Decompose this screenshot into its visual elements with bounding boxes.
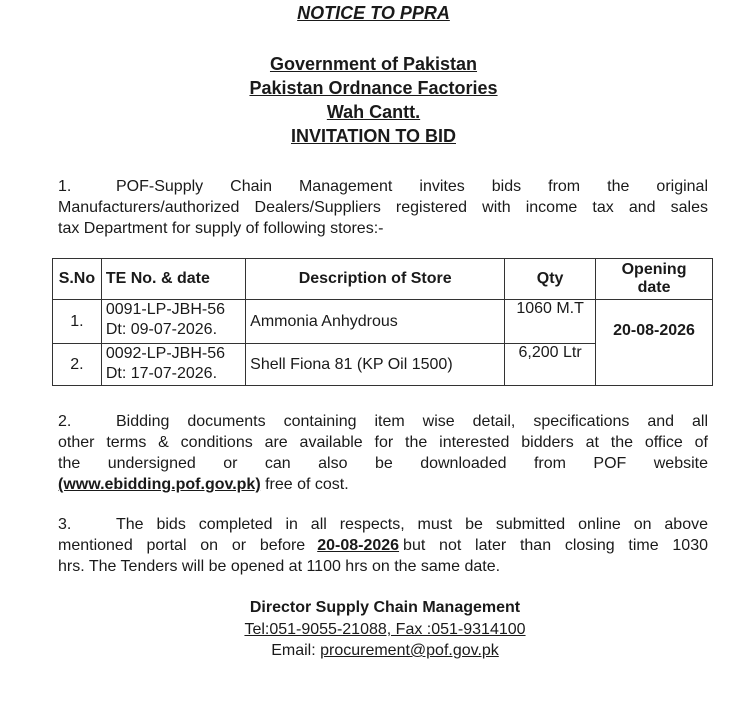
- paragraph-3-text-2b: but not later than closing time 1030: [403, 537, 709, 554]
- table-header-row: [53, 259, 713, 300]
- paragraph-3-line-1: [58, 514, 708, 535]
- row-1-description: Ammonia Anhydrous: [246, 300, 505, 344]
- submission-date: 20-08-2026: [317, 537, 400, 554]
- row-1-te-no: 0091-LP-JBH-56: [105, 301, 225, 318]
- paragraph-3-line-3: hrs. The Tenders will be opened at 1100 hrs on the same date.: [58, 558, 501, 575]
- paragraph-3-line-2: [58, 535, 708, 556]
- notice-title: NOTICE TO PPRA: [297, 3, 450, 23]
- pof-website-link[interactable]: (www.ebidding.pof.gov.pk): [58, 476, 261, 493]
- paragraph-1-line-1: [58, 176, 708, 197]
- paragraph-1-line-2: Manufacturers/authorized Dealers/Suppliers registered with income tax and sales: [58, 199, 708, 216]
- row-2-description: Shell Fiona 81 (KP Oil 1500): [246, 344, 505, 386]
- email-label: Email:: [271, 642, 321, 659]
- row-1-sno: 1.: [53, 300, 102, 344]
- row-2-te-date: Dt: 17-07-2026.: [105, 365, 218, 382]
- paragraph-2-line-2: other terms & conditions are available for the interested bidders at the office of: [58, 434, 708, 451]
- row-2-sno: 2.: [53, 344, 102, 386]
- signature-email-line: [220, 640, 550, 661]
- header-opening-line-2: date: [637, 279, 671, 296]
- paragraph-2-text-1: Bidding documents containing item wise detail, specifications and all: [116, 413, 708, 430]
- table-row: [53, 300, 713, 344]
- row-2-te-no: 0092-LP-JBH-56: [105, 345, 225, 362]
- header-description: Description of Store: [246, 259, 505, 300]
- row-1-te-date: Dt: 09-07-2026.: [105, 321, 218, 338]
- stores-table: [52, 258, 713, 386]
- row-1-qty: 1060 M.T: [505, 300, 596, 344]
- paragraph-1-line-3: tax Department for supply of following stores:-: [58, 220, 384, 237]
- header-opening-date: [596, 259, 713, 300]
- paragraph-1-text-1: POF-Supply Chain Management invites bids from the original: [116, 178, 708, 195]
- header-sno: S.No: [53, 259, 102, 300]
- paragraph-2-text-4: free of cost.: [260, 476, 349, 493]
- header-location: Wah Cantt.: [326, 102, 421, 122]
- signature-contact: Tel:051-9055-21088, Fax :051-9314100: [244, 621, 526, 638]
- paragraph-3-number: 3.: [58, 516, 72, 533]
- opening-date-value: 20-08-2026: [596, 300, 713, 386]
- paragraph-3-text-2a: mentioned portal on or before: [58, 537, 306, 554]
- row-2-te: [101, 344, 245, 386]
- header-qty: Qty: [505, 259, 596, 300]
- email-link[interactable]: procurement@pof.gov.pk: [320, 642, 499, 659]
- header-invitation: INVITATION TO BID: [291, 126, 456, 146]
- row-2-qty: 6,200 Ltr: [505, 344, 596, 386]
- signature-title: Director Supply Chain Management: [249, 599, 521, 616]
- paragraph-3: [58, 514, 708, 577]
- paragraph-2-line-1: [58, 411, 708, 432]
- paragraph-2-number: 2.: [58, 413, 72, 430]
- paragraph-2-line-4: [58, 474, 708, 495]
- paragraph-1: [58, 176, 708, 239]
- paragraph-3-text-1: The bids completed in all respects, must be submitted online on above: [116, 516, 708, 533]
- header-government: Government of Pakistan: [269, 54, 478, 74]
- header-te-no: TE No. & date: [101, 259, 245, 300]
- paragraph-2: [58, 411, 708, 495]
- paragraph-2-line-3: the undersigned or can also be downloaded from POF website: [58, 455, 708, 472]
- paragraph-1-number: 1.: [58, 178, 72, 195]
- header-organization: Pakistan Ordnance Factories: [249, 78, 498, 98]
- header-opening-line-1: Opening: [621, 261, 687, 278]
- row-1-te: [101, 300, 245, 344]
